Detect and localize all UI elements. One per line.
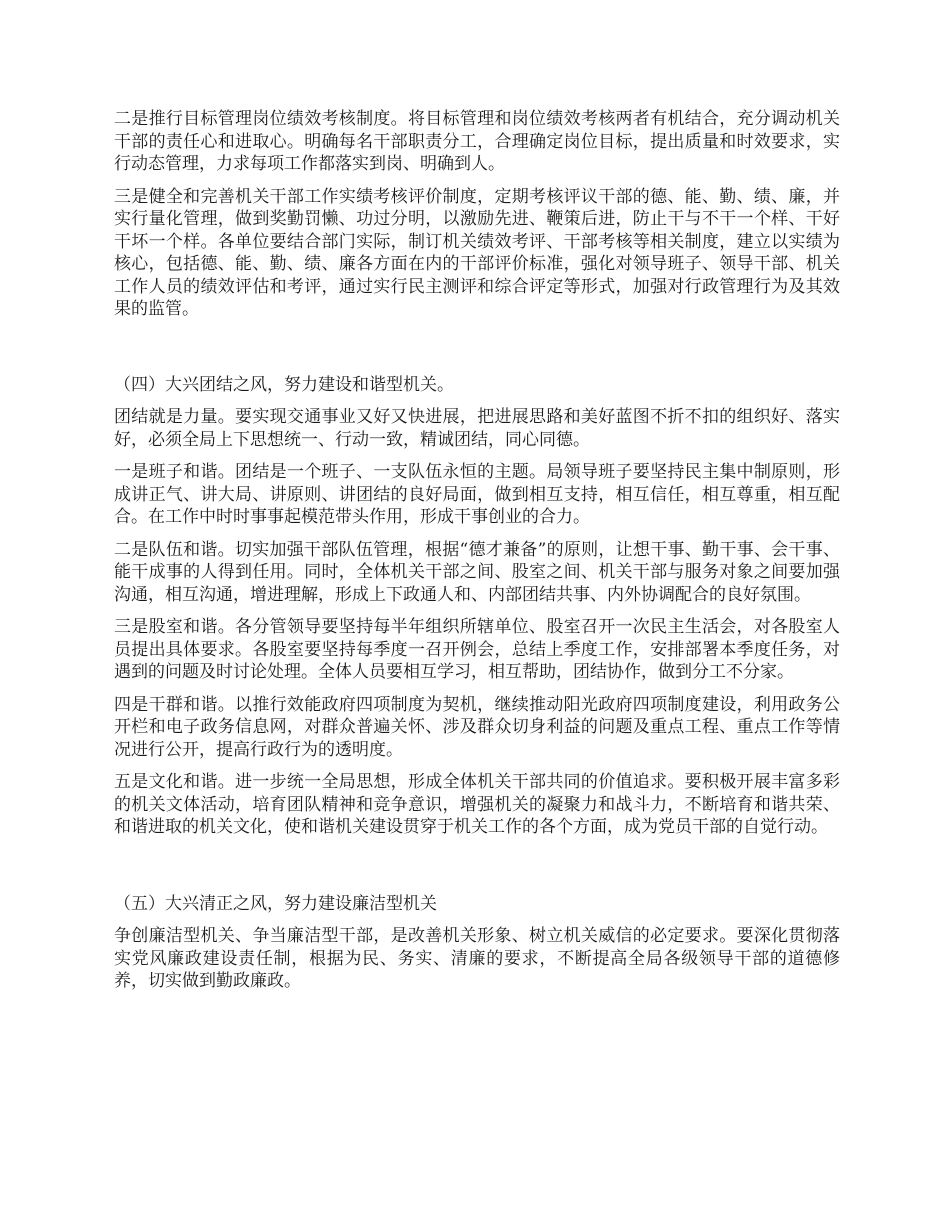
section-heading: （五）大兴清正之风，努力建设廉洁型机关 <box>114 893 437 914</box>
paragraph: 争创廉洁型机关、争当廉洁型干部，是改善机关形象、树立机关威信的必定要求。要深化贯彻落实党风廉政建设责任制，根据为民、务实、清廉的要求，不断提高全局各级领导干部的道德修养，切实做到勤政廉政。 <box>114 926 840 991</box>
paragraph: 团结就是力量。要实现交通事业又好又快进展，把进展思路和美好蓝图不折不扣的组织好、落实好，必须全局上下思想统一、行动一致，精诚团结，同心同德。 <box>114 407 840 450</box>
paragraph: 三是股室和谐。各分管领导要坚持每半年组织所辖单位、股室召开一次民主生活会，对各股室人员提出具体要求。各股室要坚持每季度一召开例会，总结上季度工作，安排部署本季度任务，对遇到的问题及时讨论处理。全体人员要相互学习，相互帮助，团结协作，做到分工不分家。 <box>114 617 840 682</box>
section-heading: （四）大兴团结之风，努力建设和谐型机关。 <box>114 374 454 395</box>
paragraph: 二是队伍和谐。切实加强干部队伍管理，根据“德才兼备”的原则，让想干事、勤干事、会干事、能干成事的人得到任用。同时，全体机关干部之间、股室之间、机关干部与服务对象之间要加强沟通，相互沟通，增进理解，形成上下政通人和、内部团结共事、内外协调配合的良好氛围。 <box>114 539 840 605</box>
section-integrity <box>114 893 840 993</box>
section-unity <box>114 374 840 839</box>
document-page <box>114 108 840 1003</box>
paragraph: 四是干群和谐。以推行效能政府四项制度为契机，继续推动阳光政府四项制度建设，利用政务公开栏和电子政务信息网，对群众普遍关怀、涉及群众切身利益的问题及重点工程、重点工作等情况进行公开，提高行政行为的透明度。 <box>114 694 840 760</box>
section-spacer <box>114 331 840 374</box>
paragraph: 一是班子和谐。团结是一个班子、一支队伍永恒的主题。局领导班子要坚持民主集中制原则，形成讲正气、讲大局、讲原则、讲团结的良好局面，做到相互支持，相互信任，相互尊重，相互配合。在工作中时时事事起模范带头作用，形成干事创业的合力。 <box>114 462 840 527</box>
paragraph: 二是推行目标管理岗位绩效考核制度。将目标管理和岗位绩效考核两者有机结合，充分调动机关干部的责任心和进取心。明确每名干部职责分工，合理确定岗位目标，提出质量和时效要求，实行动态管理，力求每项工作都落实到岗、明确到人。 <box>114 109 840 174</box>
paragraph: 五是文化和谐。进一步统一全局思想，形成全体机关干部共同的价值追求。要积极开展丰富多彩的机关文体活动，培育团队精神和竞争意识，增强机关的凝聚力和战斗力，不断培育和谐共荣、和谐进取的机关文化，使和谐机关建设贯穿于机关工作的各个方面，成为党员干部的自觉行动。 <box>114 772 840 837</box>
section-spacer <box>114 849 840 893</box>
paragraph: 三是健全和完善机关干部工作实绩考核评价制度，定期考核评议干部的德、能、勤、绩、廉，并实行量化管理，做到奖勤罚懒、功过分明，以激励先进、鞭策后进，防止干与不干一个样、干好干坏一个样。各单位要结合部门实际，制订机关绩效考评、干部考核等相关制度，建立以实绩为核心，包括德、能、勤、绩、廉各方面在内的干部评价标准，强化对领导班子、领导干部、机关工作人员的绩效评估和考评，通过实行民主测评和综合评定等形式，加强对行政管理行为及其效果的监管。 <box>114 186 840 319</box>
section-performance <box>114 108 840 321</box>
